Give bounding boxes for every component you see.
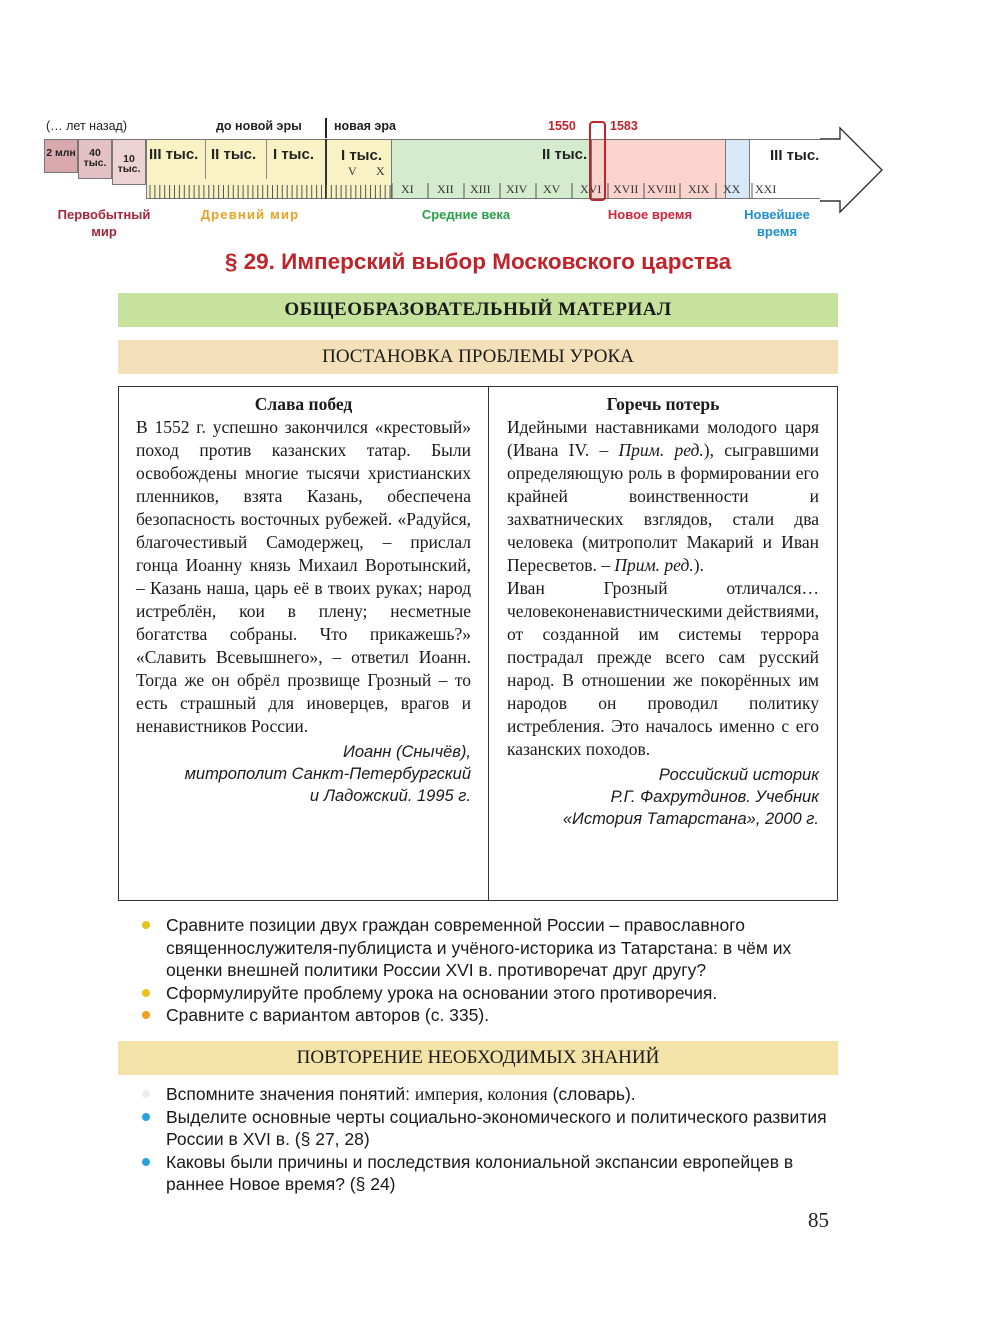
source-left — [136, 393, 471, 807]
citation-line: и Ладожский. 1995 г. — [309, 787, 471, 805]
review-terms: империя, колония — [414, 1084, 548, 1104]
review-item — [140, 1151, 840, 1196]
period-primitive: Первобытный мир — [57, 207, 151, 239]
timeline — [0, 0, 985, 250]
task-list — [140, 914, 840, 1027]
century-label: XI — [401, 182, 414, 196]
section-band-problem: ПОСТАНОВКА ПРОБЛЕМЫ УРОКА — [118, 340, 838, 374]
year-end-label: 1583 — [610, 119, 638, 133]
source-left-citation — [136, 741, 471, 807]
ce1-label: I тыс. — [341, 147, 383, 164]
timeline-arrow-icon — [820, 124, 890, 216]
source-right-citation — [507, 764, 819, 830]
source-right — [507, 393, 819, 830]
task-text: Сравните с вариантом авторов (с. 335). — [166, 1005, 490, 1025]
section-band-general: ОБЩЕОБРАЗОВАТЕЛЬНЫЙ МАТЕРИАЛ — [118, 293, 838, 327]
century-small-x: X — [376, 164, 385, 178]
century-label: XIX — [688, 182, 710, 196]
century-label: XV — [543, 182, 561, 196]
era-divider — [325, 118, 327, 138]
century-label: XIII — [470, 182, 491, 196]
century-label: XIV — [506, 182, 528, 196]
source-left-title: Слава побед — [254, 394, 353, 414]
century-label: XII — [437, 182, 454, 196]
review-item — [140, 1083, 840, 1106]
source-left-text: В 1552 г. успешно закончился «крестовый» поход против казанских татар. Были освобождены многие тысячи христианских пленников, взята Казань, обеспечена безопасность восточных рубежей. «Радуйся, благочестивый Самодержец, – прислал гонца Иоанну князь Михаил Воротынский, – Казань наша, царь её в твоих руках; народ истреблён, кои в плену; несметные богатства собраны. Что прикажешь?» «Славить Всевышнего», – ответил Иоанн. Тогда же он обрёл прозвище Грозный – то есть страшный для иноверцев, врагов и ненавистников России. — [136, 417, 471, 736]
century-label: XVI — [580, 182, 602, 196]
task-text: Сравните позиции двух граждан современной России – православного священнослужителя-публициста и учёного-историка из Татарстана: в чём их оценки внешней политики России XVI в. противоречат друг другу? — [166, 915, 792, 980]
bullet-icon — [142, 1113, 150, 1121]
century-label: XXI — [755, 182, 777, 196]
bce3-label: III тыс. — [149, 146, 199, 163]
period-newest: Новейшее время — [744, 207, 810, 239]
citation-line: митрополит Санкт-Петербургский — [184, 765, 471, 783]
review-text: Вспомните значения понятий: — [166, 1084, 415, 1104]
text-run: Идейными наставниками молодого царя (Ивана IV. – — [507, 417, 819, 460]
citation-line: Российский историк — [658, 766, 819, 784]
period-middle: Средние века — [421, 207, 511, 222]
bce1-label: I тыс. — [273, 146, 315, 163]
box-40k-label: 40 тыс. — [83, 147, 107, 169]
bce-label: до новой эры — [216, 119, 302, 133]
sep-2 — [266, 139, 267, 179]
box-2mln-label: 2 млн — [46, 147, 76, 159]
period-modern: Новое время — [607, 207, 693, 222]
page-number: 85 — [808, 1208, 829, 1232]
sources-box — [118, 386, 838, 901]
text-run: ), сыгравшими определяющую роль в формировании его крайней воинственности и захватнических взглядов, стали два человека (митрополит Макарий и Иван Пересветов. – — [507, 440, 819, 575]
review-text: Каковы были причины и последствия колониальной экспансии европейцев в раннее Новое время? (§ 24) — [166, 1151, 794, 1194]
ce2-label: II тыс. — [542, 146, 588, 163]
bullet-icon — [142, 1158, 150, 1166]
box-10k-label: 10 тыс. — [117, 153, 141, 175]
bullet-icon — [142, 1090, 150, 1098]
task-text: Сформулируйте проблему урока на основании этого противоречия. — [166, 982, 718, 1003]
period-ancient: Древний мир — [200, 207, 300, 222]
review-item — [140, 1106, 840, 1151]
bullet-icon — [142, 989, 150, 997]
source-right-text-1 — [507, 416, 819, 577]
column-divider — [488, 387, 489, 900]
review-text: (словарь). — [547, 1084, 636, 1104]
task-item — [140, 1004, 840, 1027]
ce3-label: III тыс. — [770, 147, 820, 164]
century-small-v: V — [348, 164, 357, 178]
editor-note: Прим. ред. — [614, 555, 694, 575]
ce-label: новая эра — [334, 119, 396, 133]
century-label: XVIII — [647, 182, 677, 196]
bce2-label: II тыс. — [211, 146, 257, 163]
source-right-title: Горечь потерь — [606, 394, 720, 414]
years-ago-label: (… лет назад) — [46, 119, 128, 133]
task-item — [140, 914, 840, 982]
century-label: XVII — [613, 182, 639, 196]
task-item — [140, 982, 840, 1005]
citation-line: Иоанн (Снычёв), — [343, 743, 471, 761]
review-list — [140, 1083, 840, 1196]
bullet-icon — [142, 921, 150, 929]
citation-line: Р.Г. Фахрутдинов. Учебник — [610, 788, 819, 806]
review-text: Выделите основные черты социально-экономического и политического развития России в XVI в. (§ 27, 28) — [166, 1106, 827, 1149]
xvi-century-marker — [589, 121, 606, 201]
editor-note: Прим. ред. — [618, 440, 704, 460]
bullet-icon — [142, 1011, 150, 1019]
sep-1 — [205, 139, 206, 179]
source-right-text-2: Иван Грозный отличался… человеконенавистническими действиями, от созданной им системы террора пострадал прежде всего сам русский народ. В отношении же покорённых им народов он проводил политику истребления. Это началось именно с его казанских походов. — [507, 578, 819, 759]
text-run: ). — [693, 555, 704, 575]
citation-line: «История Татарстана», 2000 г. — [562, 810, 819, 828]
paragraph-title: § 29. Имперский выбор Московского царства — [224, 249, 732, 274]
year-start-label: 1550 — [548, 119, 576, 133]
section-band-review: ПОВТОРЕНИЕ НЕОБХОДИМЫХ ЗНАНИЙ — [118, 1041, 838, 1075]
century-label: XX — [723, 182, 741, 196]
